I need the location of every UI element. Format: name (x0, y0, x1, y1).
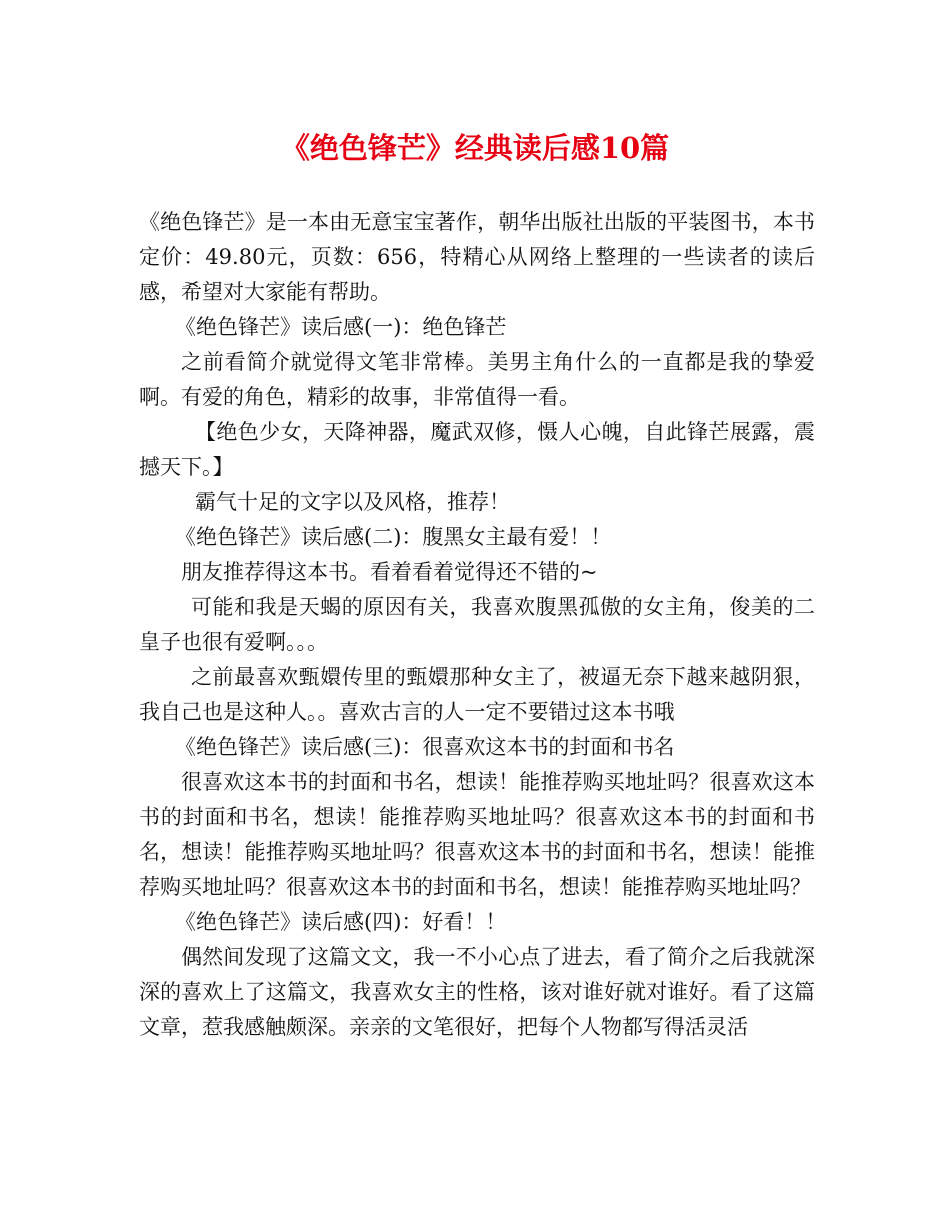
review-heading-4: 《绝色锋芒》读后感(四)：好看！！ (175, 910, 507, 934)
review-heading-1: 《绝色锋芒》读后感(一)：绝色锋芒 (175, 315, 507, 339)
review-2-paragraph-1: 朋友推荐得这本书。看着看着觉得还不错的~ (181, 560, 598, 584)
review-heading-2: 《绝色锋芒》读后感(二)：腹黑女主最有爱！！ (175, 525, 612, 549)
review-3-paragraph-1: 很喜欢这本书的封面和书名，想读！能推荐购买地址吗？很喜欢这本书的封面和书名，想读！能推荐购买地址吗？很喜欢这本书的封面和书名，想读！能推荐购买地址吗？很喜欢这本书的封面和书名，想读！能推荐购买地址吗？很喜欢这本书的封面和书名，想读！能推荐购买地址吗？ (139, 770, 815, 899)
review-4-paragraph-1: 偶然间发现了这篇文文，我一不小心点了进去，看了简介之后我就深深的喜欢上了这篇文，我喜欢女主的性格，该对谁好就对谁好。看了这篇文章，惹我感触颇深。亲亲的文笔很好，把每个人物都写得活灵活 (139, 945, 815, 1039)
review-2-paragraph-3: 之前最喜欢甄嬛传里的甄嬛那种女主了，被逼无奈下越来越阴狠，我自己也是这种人。。喜欢古言的人一定不要错过这本书哦 (139, 665, 815, 724)
review-1-paragraph-3: 霸气十足的文字以及风格，推荐！ (195, 490, 510, 514)
review-1-paragraph-1: 之前看简介就觉得文笔非常棒。美男主角什么的一直都是我的挚爱啊。有爱的角色，精彩的故事，非常值得一看。 (139, 350, 815, 409)
document-title: 《绝色锋芒》经典读后感10篇 (280, 131, 670, 165)
review-1-paragraph-2: 【绝色少女，天降神器，魔武双修，慑人心魄，自此锋芒展露，震撼天下。】 (139, 420, 815, 479)
document-body (139, 205, 815, 1045)
review-heading-3: 《绝色锋芒》读后感(三)：很喜欢这本书的封面和书名 (175, 735, 675, 759)
review-2-paragraph-2: 可能和我是天蝎的原因有关，我喜欢腹黑孤傲的女主角，俊美的二皇子也很有爱啊。。。 (139, 595, 815, 654)
intro-paragraph: 《绝色锋芒》是一本由无意宝宝著作，朝华出版社出版的平装图书，本书定价：49.80元，页数：656，特精心从网络上整理的一些读者的读后感，希望对大家能有帮助。 (139, 210, 815, 304)
